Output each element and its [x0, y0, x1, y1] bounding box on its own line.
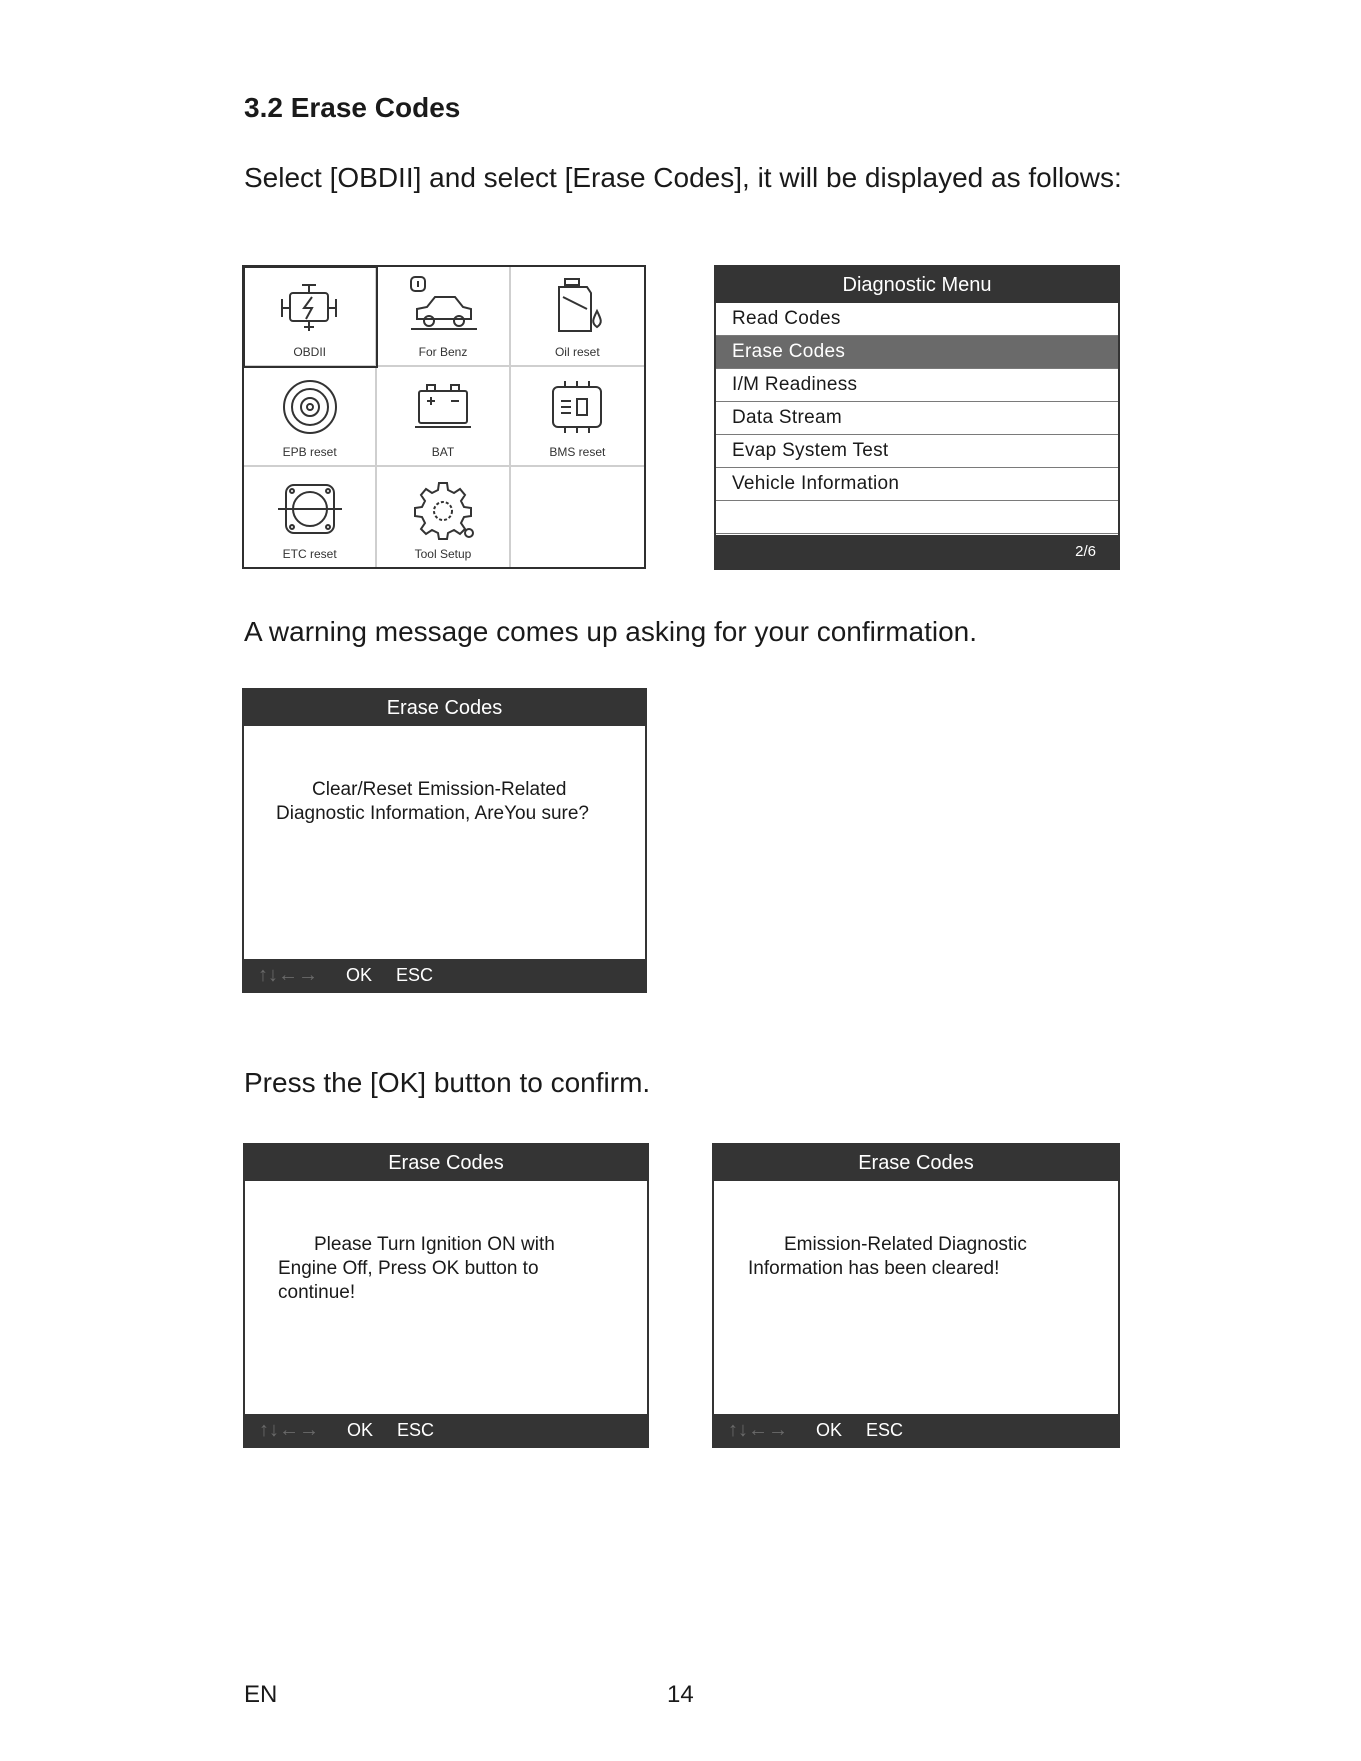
- menu-item-vehicle-information[interactable]: Vehicle Information: [716, 468, 1118, 501]
- gear-icon: [407, 477, 479, 541]
- warning-text: A warning message comes up asking for your confirmation.: [244, 616, 978, 647]
- screen-title: Erase Codes: [245, 1145, 647, 1181]
- menu-item-im-readiness[interactable]: I/M Readiness: [716, 369, 1118, 402]
- screen-footer: [245, 1414, 647, 1446]
- main-menu-icon-grid: [242, 265, 646, 569]
- tile-label: Oil reset: [554, 345, 600, 359]
- arrow-keys-icon: ↑↓←→: [258, 963, 318, 986]
- menu-tile-epb-reset[interactable]: [244, 367, 377, 467]
- screen-title: Diagnostic Menu: [716, 267, 1118, 303]
- arrow-keys-icon: ↑↓←→: [259, 1418, 319, 1441]
- screen-message: [748, 1233, 1098, 1281]
- screen-title: Erase Codes: [244, 690, 645, 726]
- tile-label: BMS reset: [549, 445, 606, 459]
- ok-button[interactable]: OK: [346, 964, 373, 985]
- cleared-screen: [712, 1143, 1120, 1448]
- tile-label: BAT: [431, 445, 455, 459]
- menu-item-data-stream[interactable]: Data Stream: [716, 402, 1118, 435]
- footer-language: EN: [244, 1681, 278, 1708]
- ok-button[interactable]: OK: [347, 1419, 374, 1440]
- battery-module-icon: [541, 375, 613, 439]
- message-text: Clear/Reset Emission-Related Diagnostic Information, AreYou sure?: [276, 779, 589, 824]
- tile-label: Tool Setup: [414, 547, 472, 561]
- footer-page-number: 14: [667, 1681, 694, 1708]
- esc-button[interactable]: ESC: [396, 964, 434, 985]
- press-text: Press the [OK] button to confirm.: [244, 1067, 651, 1098]
- menu-tile-bms-reset[interactable]: [511, 367, 644, 467]
- screen-footer: [244, 959, 645, 991]
- menu-item-empty: [716, 501, 1118, 534]
- menu-item-evap-system-test[interactable]: Evap System Test: [716, 435, 1118, 468]
- menu-tile-etc-reset[interactable]: [244, 467, 377, 567]
- tile-label: EPB reset: [282, 445, 337, 459]
- car-icon: [407, 275, 479, 339]
- esc-button[interactable]: ESC: [866, 1419, 904, 1440]
- diagnostic-menu-screen: [714, 265, 1120, 570]
- screen-message: [278, 1233, 618, 1305]
- screen-title: Erase Codes: [714, 1145, 1118, 1181]
- message-text: Emission-Related Diagnostic Information has been cleared!: [748, 1234, 1027, 1279]
- menu-tile-for-benz[interactable]: [377, 267, 510, 367]
- throttle-icon: [274, 477, 346, 541]
- screen-footer: [714, 1414, 1118, 1446]
- ignition-screen: [243, 1143, 649, 1448]
- esc-button[interactable]: ESC: [397, 1419, 435, 1440]
- menu-tile-tool-setup[interactable]: [377, 467, 510, 567]
- message-text: Please Turn Ignition ON with Engine Off, Press OK button to continue!: [278, 1234, 555, 1303]
- ok-button[interactable]: OK: [816, 1419, 843, 1440]
- engine-icon: [274, 275, 346, 339]
- menu-tile-obdii[interactable]: [244, 267, 377, 367]
- menu-item-erase-codes[interactable]: Erase Codes: [716, 336, 1118, 369]
- page-indicator-text: 2/6: [1075, 543, 1096, 560]
- brake-disc-icon: [274, 375, 346, 439]
- tile-label: For Benz: [418, 345, 468, 359]
- menu-item-read-codes[interactable]: Read Codes: [716, 303, 1118, 336]
- section-title: 3.2 Erase Codes: [244, 92, 461, 123]
- tile-label: OBDII: [293, 345, 326, 359]
- intro-text: Select [OBDII] and select [Erase Codes], it will be displayed as follows:: [244, 162, 1122, 193]
- menu-tile-bat[interactable]: [377, 367, 510, 467]
- erase-confirm-screen: [242, 688, 647, 993]
- menu-tile-oil-reset[interactable]: [511, 267, 644, 367]
- page-indicator: [716, 535, 1118, 568]
- oil-can-icon: [541, 275, 613, 339]
- menu-tile-empty: [511, 467, 644, 567]
- tile-label: ETC reset: [282, 547, 337, 561]
- screen-message: [276, 778, 616, 826]
- battery-icon: [407, 375, 479, 439]
- diagnostic-menu-list: [716, 303, 1118, 534]
- arrow-keys-icon: ↑↓←→: [728, 1418, 788, 1441]
